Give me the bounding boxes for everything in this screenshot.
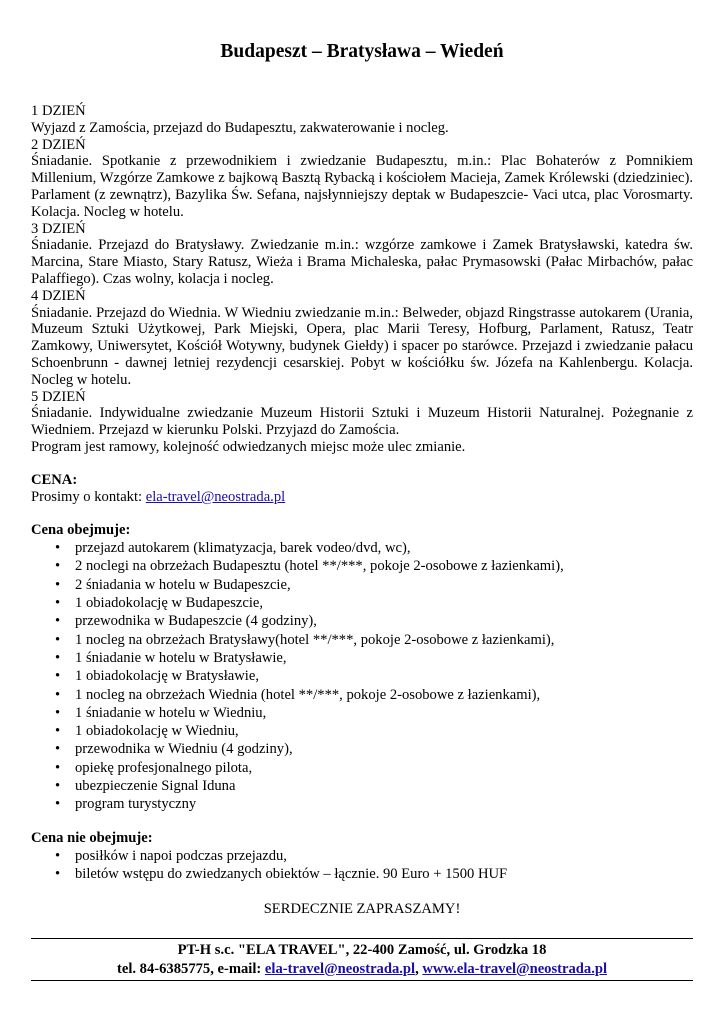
list-item: • program turystyczny: [31, 795, 693, 813]
list-item: • 1 obiadokolację w Bratysławie,: [31, 667, 693, 685]
footer-phone-text: tel. 84-6385775, e-mail:: [116, 960, 265, 977]
includes-list: [31, 539, 693, 813]
list-item: • przewodnika w Wiedniu (4 godziny),: [31, 740, 693, 758]
includes-heading: Cena obejmuje:: [31, 522, 131, 539]
excludes-heading: Cena nie obejmuje:: [31, 830, 153, 847]
excludes-section: [31, 830, 693, 883]
list-item: • 1 śniadanie w hotelu w Wiedniu,: [31, 704, 693, 722]
itinerary: [31, 103, 693, 456]
price-heading: CENA:: [31, 472, 78, 489]
day-5-text: Śniadanie. Indywidualne zwiedzanie Muzeum Historii Sztuki i Muzeum Historii Naturalnej. Pożegnanie z Wiedniem. Przejazd w kierunku Polski. Przyjazd do Zamościa.: [31, 405, 693, 439]
day-1-label: 1 DZIEŃ: [31, 103, 86, 119]
list-item: • ubezpieczenie Signal Iduna: [31, 777, 693, 795]
day-2-label: 2 DZIEŃ: [31, 136, 86, 153]
list-item: • przejazd autokarem (klimatyzacja, barek vodeo/dvd, wc),: [31, 539, 693, 557]
day-3-label: 3 DZIEŃ: [31, 220, 86, 237]
list-item: • opiekę profesjonalnego pilota,: [31, 759, 693, 777]
footer-separator: ,: [415, 960, 423, 977]
spacer: [31, 506, 693, 523]
list-item: • 1 śniadanie w hotelu w Bratysławie,: [31, 649, 693, 667]
contact-email-link[interactable]: ela-travel@neostrada.pl: [145, 489, 286, 506]
spacer: [31, 814, 693, 831]
day-3-text: Śniadanie. Przejazd do Bratysławy. Zwiedzanie m.in.: wzgórze zamkowe i Zamek Bratysławski, katedra św. Marcina, Stare Miasto, Stary Ratusz, Wieża i Brama Michaleska, pałac Prymasowski (Pałac Mirbachów, pałac Palaffiego). Czas wolny, kolacja i nocleg.: [31, 237, 693, 287]
footer-website-link[interactable]: www.ela-travel@neostrada.pl: [422, 960, 608, 977]
day-1-text: Wyjazd z Zamościa, przejazd do Budapesztu, zakwaterowanie i nocleg.: [31, 119, 449, 136]
footer-email-link[interactable]: ela-travel@neostrada.pl: [264, 960, 416, 977]
contact-text: Prosimy o kontakt:: [31, 489, 146, 506]
spacer: [31, 456, 693, 473]
closing-text: SERDECZNIE ZAPRASZAMY!: [263, 901, 461, 918]
document-body: [31, 103, 693, 918]
day-4-label: 4 DZIEŃ: [31, 287, 86, 304]
list-item: • 1 nocleg na obrzeżach Wiednia (hotel **/***, pokoje 2-osobowe z łazienkami),: [31, 686, 693, 704]
price-section: [31, 472, 693, 506]
list-item: • przewodnika w Budapeszcie (4 godziny),: [31, 612, 693, 630]
list-item: • 2 noclegi na obrzeżach Budapesztu (hotel **/***, pokoje 2-osobowe z łazienkami),: [31, 557, 693, 575]
page-title: Budapeszt – Bratysława – Wiedeń: [220, 41, 504, 62]
footer-company-line: PT-H s.c. "ELA TRAVEL", 22-400 Zamość, ul. Grodzka 18: [177, 942, 547, 958]
day-2-text: Śniadanie. Spotkanie z przewodnikiem i zwiedzanie Budapesztu, m.in.: Plac Bohaterów z Pomnikiem Millenium, Wzgórze Zamkowe z bajkową Basztą Rybacką i kościołem Macieja, Zamek Królewski (dziedziniec). Parlament (z zewnątrz), Bazylika Św. Sefana, najsłynniejszy deptak w Budapeszcie- Vaci utca, plac Vorosmarty. Kolacja. Nocleg w hotelu.: [31, 153, 693, 220]
list-item: • 1 obiadokolację w Wiedniu,: [31, 722, 693, 740]
footer: [31, 938, 693, 981]
excludes-list: [31, 847, 693, 884]
day-4-text: Śniadanie. Przejazd do Wiednia. W Wiedniu zwiedzanie m.in.: Belweder, objazd Ringstrasse autokarem (Urania, Muzeum Sztuki Użytkowej, Park Miejski, Opera, plac Marii Teresy, Hofburg, Parlament, Ratusz, Teatr Zamkowy, Uniwersytet, Kościół Wotywny, budynek Giełdy) i spacer po starówce. Przejazd i zwiedzanie pałacu Schoenbrunn - dawnej letniej rezydencji cesarskiej. Pobyt w kościółku św. Józefa na Kahlenbergu. Kolacja. Nocleg w hotelu.: [31, 304, 693, 388]
includes-section: [31, 522, 693, 813]
day-5-label: 5 DZIEŃ: [31, 388, 86, 405]
program-note: Program jest ramowy, kolejność odwiedzanych miejsc może ulec zmianie.: [31, 438, 466, 455]
list-item: • 2 śniadania w hotelu w Budapeszcie,: [31, 576, 693, 594]
list-item: • posiłków i napoi podczas przejazdu,: [31, 847, 693, 865]
list-item: • 1 obiadokolację w Budapeszcie,: [31, 594, 693, 612]
list-item: • 1 nocleg na obrzeżach Bratysławy(hotel **/***, pokoje 2-osobowe z łazienkami),: [31, 631, 693, 649]
footer-contact-line: [31, 960, 693, 979]
list-item: • biletów wstępu do zwiedzanych obiektów – łącznie. 90 Euro + 1500 HUF: [31, 865, 693, 883]
contact-line: [31, 489, 693, 506]
